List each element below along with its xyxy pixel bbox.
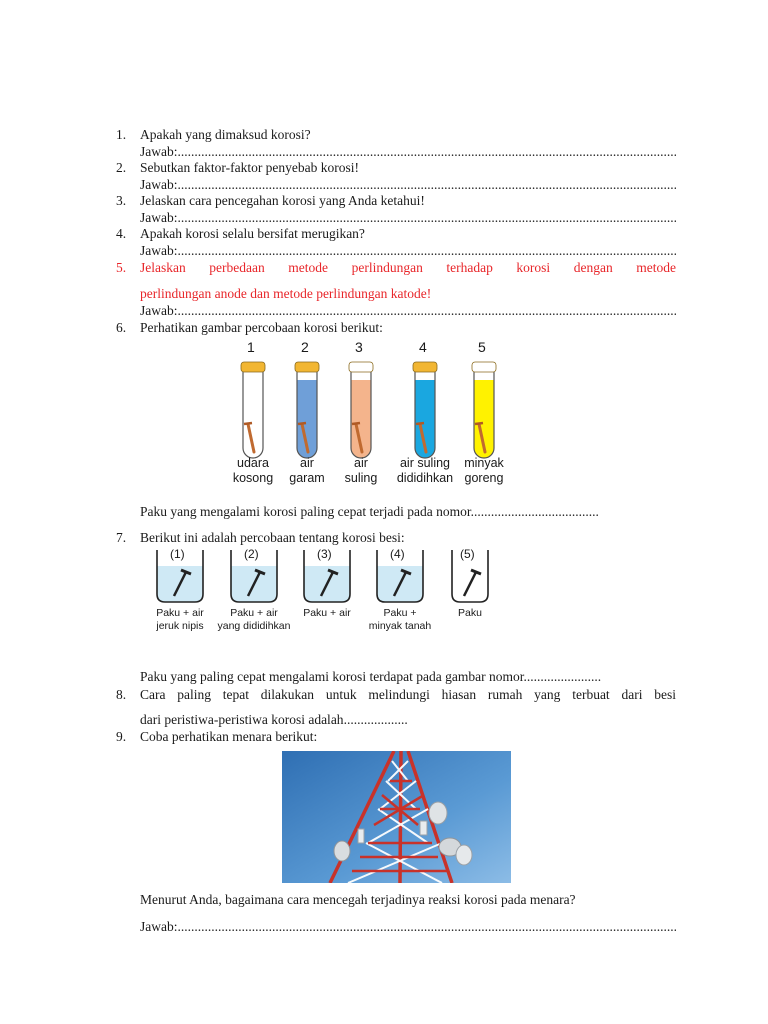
- beaker-label-line-2: jeruk nipis: [156, 620, 204, 632]
- answer-line[interactable]: [140, 143, 676, 160]
- tube-number: 3: [355, 339, 363, 355]
- tube-stopper: [241, 362, 265, 372]
- answer-label: Jawab:: [140, 243, 178, 258]
- test-tube-5: [472, 362, 496, 458]
- question-4: [116, 225, 676, 259]
- question-text: Sebutkan faktor-faktor penyebab korosi!: [140, 160, 360, 175]
- tube-number: 5: [478, 339, 486, 355]
- question-footer-text: Menurut Anda, bagaimana cara mencegah terjadinya reaksi korosi pada menara?: [140, 892, 576, 907]
- question-text-line-1: Jelaskan perbedaan metode perlindungan terhadap korosi dengan metode: [140, 260, 676, 275]
- answer-label: Jawab:: [140, 919, 178, 934]
- nail-head: [352, 423, 360, 424]
- test-tube-2: [295, 362, 319, 458]
- answer-dots[interactable]: ......................................: [470, 504, 599, 519]
- tube-number: 2: [301, 339, 309, 355]
- question-text-line-1: Cara paling tepat dilakukan untuk melindungi hiasan rumah yang terbuat dari besi: [140, 687, 676, 702]
- beaker-label: [138, 607, 222, 633]
- tube-label-line-2: kosong: [232, 471, 274, 485]
- nail-head: [475, 423, 483, 424]
- beaker-label-line-1: Paku + air: [156, 607, 204, 619]
- tube-label-line-1: air: [354, 456, 368, 470]
- question-8: [116, 686, 676, 703]
- question-text: Coba perhatikan menara berikut:: [140, 729, 318, 744]
- question-8-continued: [116, 711, 676, 728]
- tube-stopper: [472, 362, 496, 372]
- beaker-label-line-1: Paku + air: [230, 607, 278, 619]
- tube-label: [448, 456, 520, 486]
- answer-label: Jawab:: [140, 144, 178, 159]
- question-number: 4.: [116, 226, 127, 241]
- answer-line[interactable]: [140, 242, 676, 259]
- question-text: Apakah korosi selalu bersifat merugikan?: [140, 226, 365, 241]
- beaker-label-line-1: Paku +: [383, 607, 417, 619]
- question-text: Apakah yang dimaksud korosi?: [140, 127, 311, 142]
- question-2: [116, 159, 676, 193]
- tube-number: 4: [419, 339, 427, 355]
- question-3: [116, 192, 676, 226]
- question-number: 3.: [116, 193, 127, 208]
- answer-line-9[interactable]: [140, 918, 676, 935]
- beaker-label-line-1: Paku + air: [303, 607, 351, 619]
- tube-label-line-2: suling: [344, 471, 378, 485]
- question-text-line-2: perlindungan anode dan metode perlindungan katode!: [140, 286, 432, 301]
- question-footer-text: Paku yang paling cepat mengalami korosi terdapat pada gambar nomor: [140, 669, 524, 684]
- question-9-footer: [116, 891, 676, 908]
- beaker-label-line-2: minyak tanah: [368, 620, 432, 632]
- tube-number: 1: [247, 339, 255, 355]
- beaker-number: (1): [170, 547, 185, 561]
- question-number: 5.: [116, 260, 127, 275]
- beaker-label-line-1: Paku: [458, 607, 482, 619]
- question-5: [116, 259, 676, 276]
- beaker-number: (4): [390, 547, 405, 561]
- question-number: 2.: [116, 160, 127, 175]
- nail-head: [416, 423, 424, 424]
- question-text: Perhatikan gambar percobaan korosi berikut:: [140, 320, 383, 335]
- tower-photo-drawing: [282, 751, 511, 883]
- question-5-continued: [116, 285, 676, 302]
- question-number: 1.: [116, 127, 127, 142]
- question-footer-text: Paku yang mengalami korosi paling cepat terjadi pada nomor: [140, 504, 471, 519]
- answer-dots[interactable]: .......................: [523, 669, 602, 684]
- tube-label: [325, 456, 397, 486]
- question-9: [116, 728, 676, 745]
- answer-line-5[interactable]: [140, 302, 676, 319]
- question-number: 8.: [116, 687, 127, 702]
- answer-label: Jawab:: [140, 303, 178, 318]
- nail: [248, 424, 254, 452]
- answer-label: Jawab:: [140, 177, 178, 192]
- beaker-label-line-2: yang dididihkan: [217, 620, 291, 632]
- answer-label: Jawab:: [140, 210, 178, 225]
- question-number: 7.: [116, 530, 127, 545]
- question-text: Jelaskan cara pencegahan korosi yang Anda ketahui!: [140, 193, 425, 208]
- tube-stopper: [413, 362, 437, 372]
- answer-line[interactable]: [140, 176, 676, 193]
- answer-line[interactable]: [140, 209, 676, 226]
- question-number: 9.: [116, 729, 127, 744]
- question-6: [116, 319, 676, 336]
- beaker-label: [428, 607, 512, 620]
- beaker-number: (5): [460, 547, 475, 561]
- nail: [464, 572, 476, 596]
- tube-stopper: [349, 362, 373, 372]
- tube-label-line-1: air suling: [399, 456, 451, 470]
- tower-photo: [282, 751, 511, 883]
- tube-label-line-2: garam: [289, 471, 325, 485]
- nail-head: [244, 423, 252, 424]
- question-number: 6.: [116, 320, 127, 335]
- question-7-footer: [116, 668, 676, 685]
- question-text: Berikut ini adalah percobaan tentang korosi besi:: [140, 530, 405, 545]
- tube-label-line-2: dididihkan: [396, 471, 454, 485]
- tube-label-line-2: goreng: [464, 471, 504, 485]
- answer-dots[interactable]: ...................: [343, 712, 408, 727]
- question-text-line-2: dari peristiwa-peristiwa korosi adalah: [140, 712, 344, 727]
- nail-head: [471, 570, 481, 574]
- tube-label-line-1: air: [300, 456, 314, 470]
- nail-head: [298, 423, 306, 424]
- beaker-number: (3): [317, 547, 332, 561]
- question-1: [116, 126, 676, 160]
- tube-stopper: [295, 362, 319, 372]
- test-tube-4: [413, 362, 437, 458]
- beaker-label: [285, 607, 369, 620]
- tube-label-line-1: minyak: [464, 456, 504, 470]
- test-tube-3: [349, 362, 373, 458]
- question-6-footer: [116, 503, 676, 520]
- tube-label-line-1: udara: [237, 456, 269, 470]
- beaker-number: (2): [244, 547, 259, 561]
- test-tube-1: [241, 362, 265, 458]
- beaker-label: [212, 607, 296, 633]
